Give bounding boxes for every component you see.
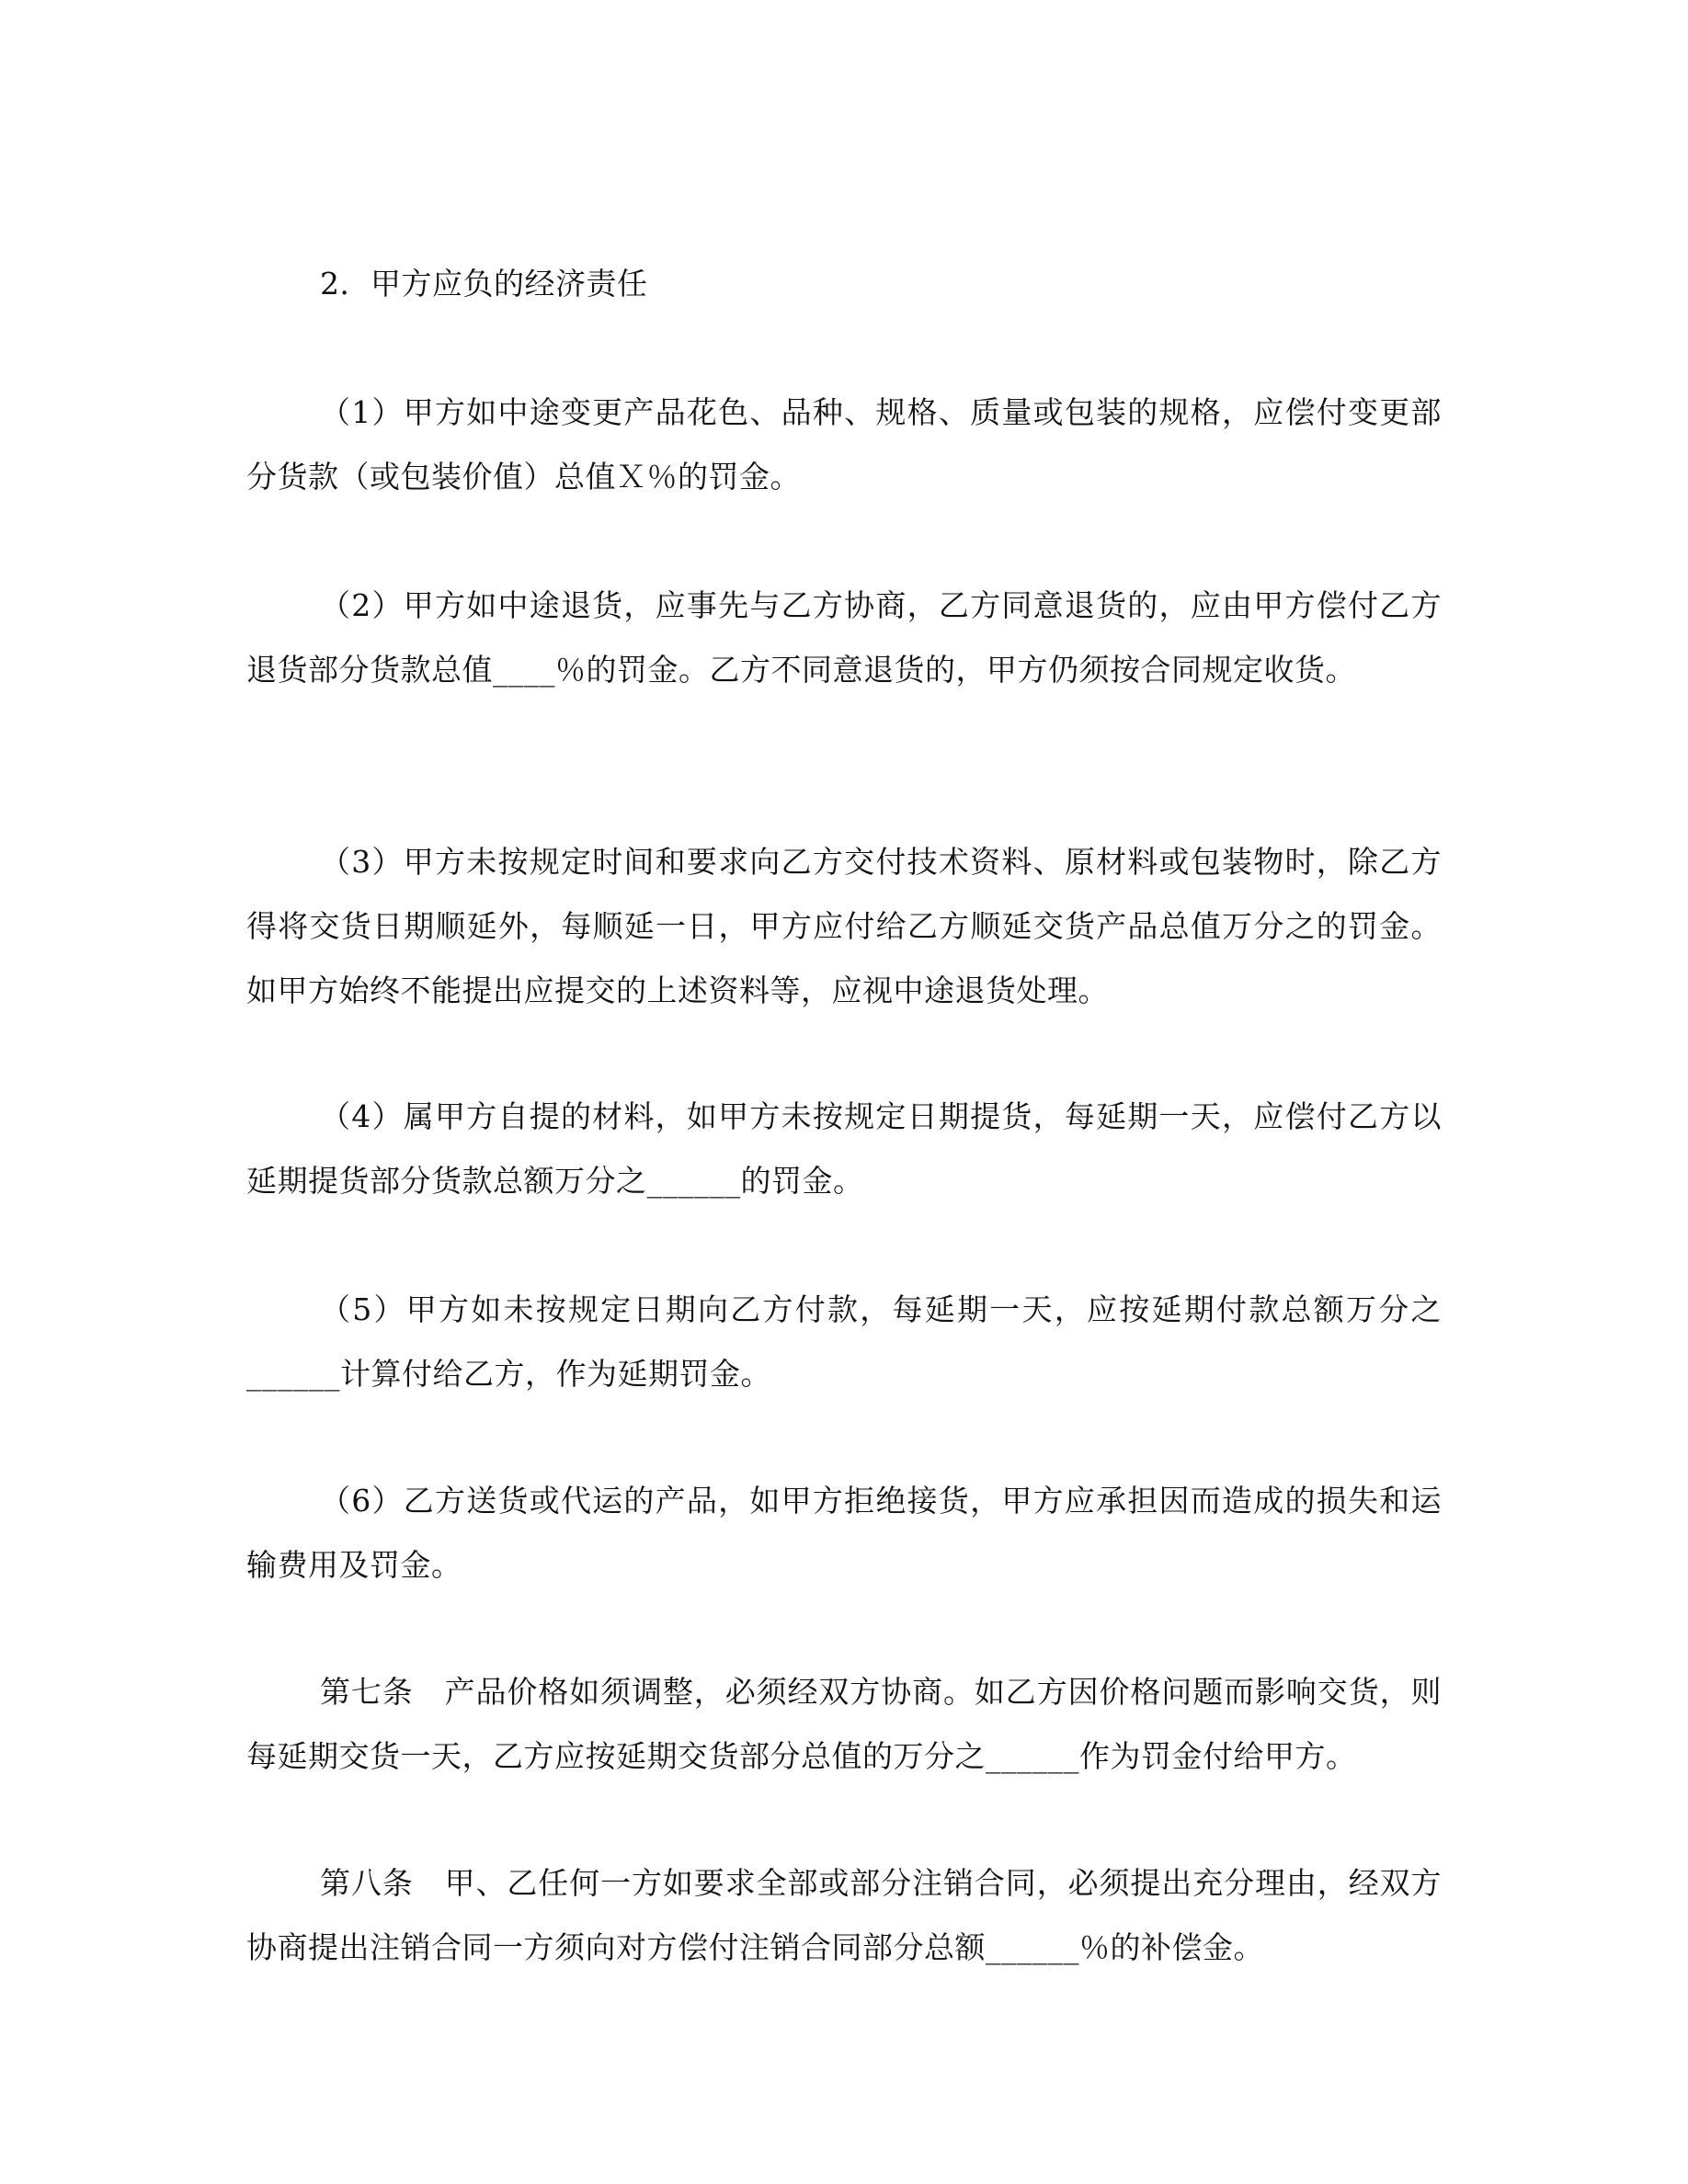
clause-4-paragraph: （4）属甲方自提的材料，如甲方未按规定日期提货，每延期一天，应偿付乙方以延期提货部分货款总额万分之______的罚金。 [246,1098,1442,1199]
clause-3-paragraph: （3）甲方未按规定时间和要求向乙方交付技术资料、原材料或包装物时，除乙方得将交货日期顺延外，每顺延一日，甲方应付给乙方顺延交货产品总值万分之的罚金。如甲方始终不能提出应提交的上述资料等，应视中途退货处理。 [246,844,1442,1008]
section-heading: 2．甲方应负的经济责任 [320,266,648,301]
clause-1-paragraph: （1）甲方如中途变更产品花色、品种、规格、质量或包装的规格，应偿付变更部分货款（或包装价值）总值Ｘ％的罚金。 [246,394,1442,495]
clause-5-paragraph: （5）甲方如未按规定日期向乙方付款，每延期一天，应按延期付款总额万分之______计算付给乙方，作为延期罚金。 [246,1291,1442,1392]
clause-2-paragraph: （2）甲方如中途退货，应事先与乙方协商，乙方同意退货的，应由甲方偿付乙方退货部分货款总值____％的罚金。乙方不同意退货的，甲方仍须按合同规定收货。 [246,587,1442,688]
article-7-paragraph: 第七条 产品价格如须调整，必须经双方协商。如乙方因价格问题而影响交货，则每延期交货一天，乙方应按延期交货部分总值的万分之______作为罚金付给甲方。 [246,1674,1442,1774]
clause-6-paragraph: （6）乙方送货或代运的产品，如甲方拒绝接货，甲方应承担因而造成的损失和运输费用及罚金。 [246,1483,1442,1583]
article-8-paragraph: 第八条 甲、乙任何一方如要求全部或部分注销合同，必须提出充分理由，经双方协商提出注销合同一方须向对方偿付注销合同部分总额______％的补偿金。 [246,1865,1442,1965]
